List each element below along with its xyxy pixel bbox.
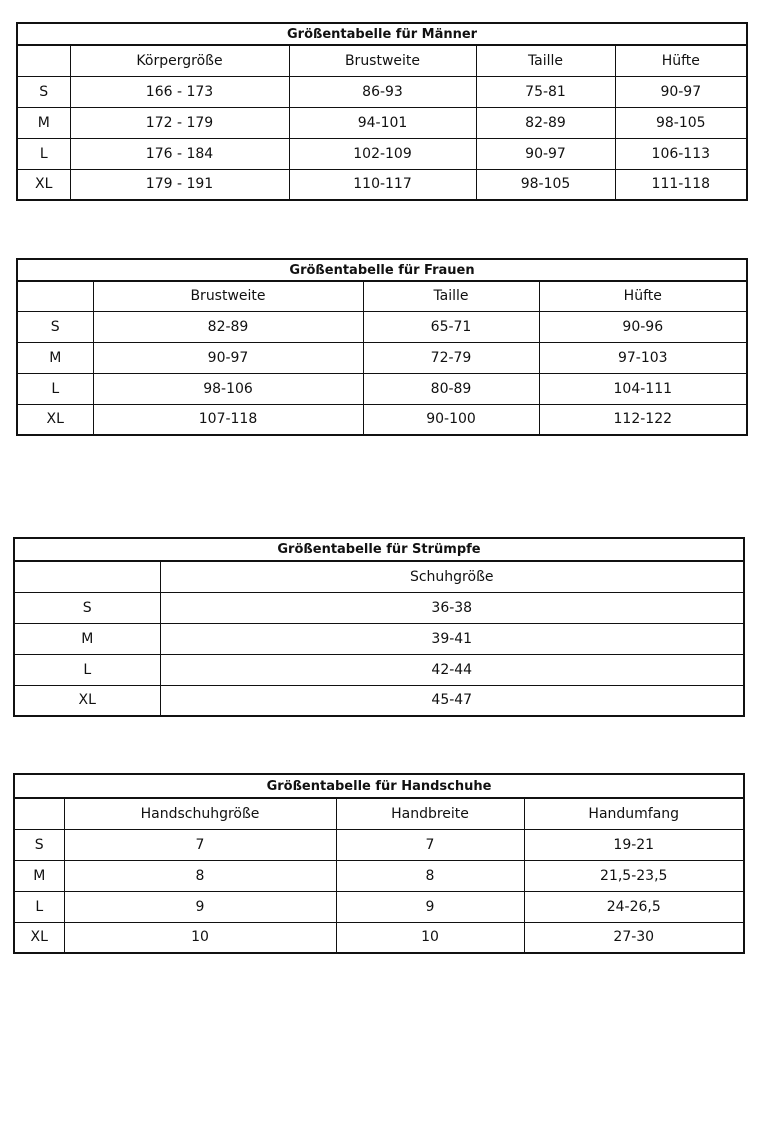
table-row bbox=[17, 76, 747, 107]
column-header-blank bbox=[17, 45, 70, 76]
cell-value: 102-109 bbox=[289, 138, 476, 169]
column-header-handbreite: Handbreite bbox=[336, 798, 524, 829]
table-row bbox=[17, 311, 747, 342]
table-row bbox=[14, 860, 744, 891]
table-title: Größentabelle für Männer bbox=[17, 23, 747, 45]
size-label: S bbox=[17, 311, 93, 342]
table-row bbox=[14, 922, 744, 953]
size-label: S bbox=[14, 829, 64, 860]
cell-value: 90-97 bbox=[93, 342, 363, 373]
cell-value: 75-81 bbox=[476, 76, 615, 107]
cell-value: 111-118 bbox=[615, 169, 747, 200]
cell-value: 36-38 bbox=[160, 592, 744, 623]
size-label: L bbox=[14, 654, 160, 685]
size-label: XL bbox=[17, 404, 93, 435]
size-label: M bbox=[17, 342, 93, 373]
size-table-gloves bbox=[13, 773, 745, 954]
cell-value: 98-106 bbox=[93, 373, 363, 404]
column-header-huefte: Hüfte bbox=[539, 281, 747, 311]
cell-value: 98-105 bbox=[476, 169, 615, 200]
table-row bbox=[17, 107, 747, 138]
cell-value: 94-101 bbox=[289, 107, 476, 138]
column-header-huefte: Hüfte bbox=[615, 45, 747, 76]
cell-value: 72-79 bbox=[363, 342, 539, 373]
size-label: M bbox=[14, 623, 160, 654]
size-table-men bbox=[16, 22, 748, 201]
cell-value: 45-47 bbox=[160, 685, 744, 716]
cell-value: 7 bbox=[336, 829, 524, 860]
cell-value: 90-96 bbox=[539, 311, 747, 342]
cell-value: 98-105 bbox=[615, 107, 747, 138]
cell-value: 110-117 bbox=[289, 169, 476, 200]
table-row bbox=[17, 169, 747, 200]
size-label: L bbox=[17, 138, 70, 169]
cell-value: 112-122 bbox=[539, 404, 747, 435]
cell-value: 10 bbox=[336, 922, 524, 953]
size-label: XL bbox=[14, 922, 64, 953]
size-label: L bbox=[17, 373, 93, 404]
column-header-brustweite: Brustweite bbox=[93, 281, 363, 311]
cell-value: 106-113 bbox=[615, 138, 747, 169]
size-label: S bbox=[14, 592, 160, 623]
column-header-blank bbox=[14, 798, 64, 829]
table-row bbox=[17, 138, 747, 169]
column-header-blank bbox=[17, 281, 93, 311]
cell-value: 7 bbox=[64, 829, 336, 860]
cell-value: 176 - 184 bbox=[70, 138, 289, 169]
cell-value: 8 bbox=[336, 860, 524, 891]
size-label: XL bbox=[17, 169, 70, 200]
size-label: L bbox=[14, 891, 64, 922]
cell-value: 104-111 bbox=[539, 373, 747, 404]
cell-value: 42-44 bbox=[160, 654, 744, 685]
table-row bbox=[14, 654, 744, 685]
size-label: M bbox=[17, 107, 70, 138]
cell-value: 39-41 bbox=[160, 623, 744, 654]
cell-value: 8 bbox=[64, 860, 336, 891]
column-header-taille: Taille bbox=[476, 45, 615, 76]
cell-value: 82-89 bbox=[93, 311, 363, 342]
cell-value: 10 bbox=[64, 922, 336, 953]
size-label: M bbox=[14, 860, 64, 891]
column-header-brustweite: Brustweite bbox=[289, 45, 476, 76]
cell-value: 166 - 173 bbox=[70, 76, 289, 107]
column-header-taille: Taille bbox=[363, 281, 539, 311]
cell-value: 21,5-23,5 bbox=[524, 860, 744, 891]
table-row bbox=[17, 373, 747, 404]
cell-value: 90-97 bbox=[476, 138, 615, 169]
size-table-socks bbox=[13, 537, 745, 717]
column-header-handschuhgroesse: Handschuhgröße bbox=[64, 798, 336, 829]
size-table-women bbox=[16, 258, 748, 436]
cell-value: 19-21 bbox=[524, 829, 744, 860]
table-title: Größentabelle für Strümpfe bbox=[14, 538, 744, 561]
cell-value: 80-89 bbox=[363, 373, 539, 404]
cell-value: 86-93 bbox=[289, 76, 476, 107]
size-label: S bbox=[17, 76, 70, 107]
table-row bbox=[14, 623, 744, 654]
cell-value: 97-103 bbox=[539, 342, 747, 373]
table-row bbox=[17, 342, 747, 373]
cell-value: 172 - 179 bbox=[70, 107, 289, 138]
cell-value: 107-118 bbox=[93, 404, 363, 435]
cell-value: 27-30 bbox=[524, 922, 744, 953]
cell-value: 9 bbox=[64, 891, 336, 922]
table-row bbox=[14, 592, 744, 623]
table-row bbox=[14, 891, 744, 922]
table-row bbox=[14, 685, 744, 716]
column-header-schuhgroesse: Schuhgröße bbox=[160, 561, 744, 592]
size-label: XL bbox=[14, 685, 160, 716]
table-row bbox=[17, 404, 747, 435]
cell-value: 82-89 bbox=[476, 107, 615, 138]
table-title: Größentabelle für Frauen bbox=[17, 259, 747, 281]
table-title: Größentabelle für Handschuhe bbox=[14, 774, 744, 798]
column-header-handumfang: Handumfang bbox=[524, 798, 744, 829]
cell-value: 9 bbox=[336, 891, 524, 922]
column-header-blank bbox=[14, 561, 160, 592]
cell-value: 65-71 bbox=[363, 311, 539, 342]
column-header-koerpergroesse: Körpergröße bbox=[70, 45, 289, 76]
cell-value: 179 - 191 bbox=[70, 169, 289, 200]
cell-value: 90-97 bbox=[615, 76, 747, 107]
cell-value: 24-26,5 bbox=[524, 891, 744, 922]
table-row bbox=[14, 829, 744, 860]
cell-value: 90-100 bbox=[363, 404, 539, 435]
